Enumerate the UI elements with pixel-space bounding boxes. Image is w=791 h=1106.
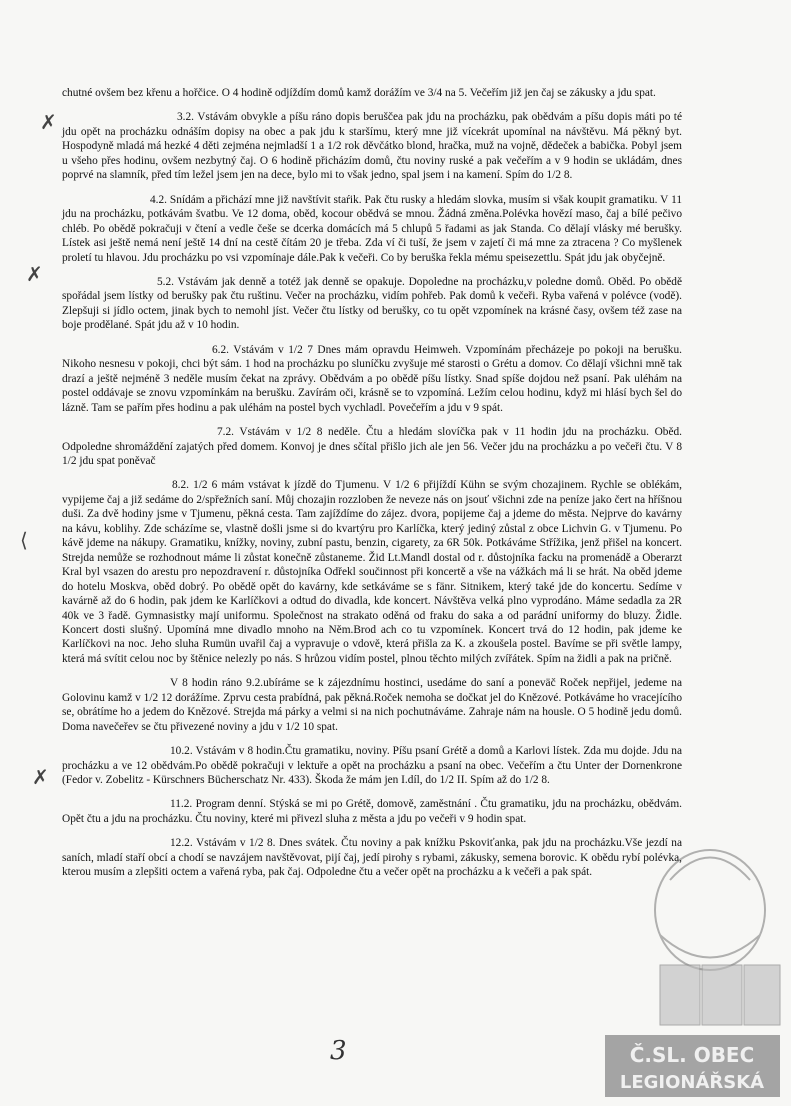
paragraph: 4.2. Snídám a přichází mne již navštívit staŕik. Pak čtu rusky a hledám slovka, musím si však koupit gramatiku. V 11 jdu na procházku, potkávám švatbu. Ve 12 doma, oběd, kocour obědvá se mnou. Žádná změna.Polévka hovězí maso, čaj a bílé pečivo chléb. Po obědě pokračuji v čtení a vedle češe se dcerka domácích má 5 chlupů 5 řadami as jak Standa. Co dělají vlásky mé berušky. Lístek asi ještě nemá není ještě 14 dní na cestě čítám 20 je třeba. Zda ví či tuší, že jsem v zajetí či má mne za ztracena ? Co myšlenek proletí tu hlavou. Jdu procházku po vsi vzpomínaje dále.Pak k večeři. Co by beruška řekla mému speisezettlu. Spát jdu jak obyčejně.	[62, 193, 682, 264]
paragraph: 12.2. Vstávám v 1/2 8. Dnes svátek. Čtu noviny a pak knížku Pskoviťanka, pak jdu na procházku.Vše jezdí na saních, mladí staří obcí a chodí se navzájem navštěvovat, pijí čaj, jedí pirohy s rybami, zákusky, semena borovic. K obědu rybí polévka, kterou musím a zlepšiti octem a vařená ryba, pak čaj. Odpoledne čtu a večer opět na procházku a k večeři a pak spát.	[62, 837, 682, 879]
margin-bracket-mark: ⟨	[20, 528, 28, 552]
paragraph: 3.2. Vstávám obvykle a píšu ráno dopis beruščea pak jdu na procházku, pak obědvám a píšu dopis máti po té jdu opět na procházku odnáším dopisy na obec a pak jdu k staršímu, který mne již vícekrát upomínal na návštěvu. Má pěkný byt. Hospodyně mladá má hezké 4 děti zejména nejmladší 1 a 1/2 rok děvčátko blond, hračka, muž na vojně, dědeček a babička. Pobyl jsem u všeho přes hodinu, ovšem nezbytný čaj. O 6 hodině přicházím domů, čtu noviny ruské a pak večeřím a v 9 hodin se ukládám, dnes poprvé na slamník, před tím ležel jsem jen na dece, bylo mi to však jedno, spal jsem i na kamení. Spím do 1/2 8.	[62, 111, 682, 182]
paragraph: 11.2. Program denní. Stýská se mi po Grétě, domově, zaměstnání . Čtu gramatiku, jdu na procházku, obědvám. Opět čtu a jdu na procházku. Čtu noviny, které mi přivezl sluha z města a jdu po večeři v 9 hodin spat.	[62, 798, 682, 825]
paragraph: 10.2. Vstávám v 8 hodin.Čtu gramatiku, noviny. Píšu psaní Grétě a domů a Karlovi lístek. Zda mu dojde. Jdu na procházku a ve 12 obědvám.Po obědě pokračuji v lektuře a opět na procházku a psaní na obec. Večeřím a čtu Unter der Dornenkrone (Fedor v. Zobelitz - Kürschners Bücherschatz Nr. 433). Škoda že mám jen I.díl, do 1/2 II. Spím až do 1/2 8.	[62, 745, 682, 787]
margin-x-mark: ✗	[32, 765, 49, 789]
legion-stamp	[600, 840, 785, 1100]
paragraph: 6.2. Vstávám v 1/2 7 Dnes mám opravdu Heimweh. Vzpomínám přecházeje po pokoji na berušku. Nikoho nesnesu v pokoji, chci být sám. 1 hod na procházku po sluníčku zvyšuje mé starosti o Grétu a domov. Co dělají všichni mně tak drazí a ještě nejméně 3 neděle musím čekat na zprávy. Obědvám a po obědě píšu lístky. Snad spíše dojdou než psaní. Pak uléhám na postel oddávaje se znovu vzpomínkám na berušku. Zavírám oči, krásně se to vzpomíná. Ležím celou hodinu, když mi hlásí bych šel do lázně. Tam se pařím přes hodinu a pak uléhám na postel bych vychladl. Povečeřím a jdu v 9 spát.	[62, 343, 682, 414]
paragraph: chutné ovšem bez křenu a hořčice. O 4 hodině odjíždím domů kamž dorážím ve 3/4 na 5. Večeřím již jen čaj se zákusky a jdu spat.	[62, 87, 656, 99]
document-body	[62, 86, 682, 890]
paragraph: 8.2. 1/2 6 mám vstávat k jízdě do Tjumenu. V 1/2 6 přijíždí Kühn se svým chozajinem. Rychle se oblékám, vypijeme čaj a již sedáme do 2/spřežních saní. Můj chozajin rozzloben že neveze nás on jsouť všichni zde na peníze jako čert na hříšnou duši. Za dvě hodiny jsme v Tjumenu, pěkná cesta. Tam zajíždíme do zájez. dvora, popijeme čaj a jdeme do města. Nejprve do kavárny na kávu, koblihy. Zde scházíme se, vlastně došli jsme si do kvartýru pro Karlíčka, který jediný zůstal z obce Lichvin G. v Tjumenu. Po kávě jdeme na nákupy. Gramatiku, knížky, noviny, zubní pastu, benzin, cigarety, za 6R 50k. Potkáváme Střížika, jenž přišel na koncert. Strejda nemůže se rozhodnout máme li zůstat konečně zůstaneme. Žid Lt.Mandl dostal od r. důstojníka facku na promenádě a Oberarzt Kral byl vsazen do arestu pro nepozdravení r. důstojníka Odřekl součinnost při koncertě a vše na vážkách má li se hrát. Na oběd jdeme do hotelu Moskva, oběd dobrý. Po obědě opět do kavárny, kde setkáváme se s fänr. Sitnikem, který také jde do koncertu. Sedíme v kavárně až do 6 hodin, pak jdem ke Karlíčkovi a odtud do divadla, kde koncert. Návštěva velká plno vyprodáno. Máme sedadla za 2R 40k ve 3 řadě. Gymnasistky mají uniformu. Společnost na strakato oděná od fraku do saka a od parádní uniformy do bluzy. Židle. Koncert dosti slušný. Upomíná mne divadlo mnoho na Něm.Brod ach co tu vzpomínek. Koncert trvá do 12 hodin, pak jdeme ke Karlíčkovi na noc. Jeho sluha Rumün uvařil čaj a vypravuje o vdově, která přišla za K. a zkoušela postel. Bavíme se při světle lampy, která má svítit celou noc by štěnice nelezly po nás. S hrůzou vidím postel, plnou těchto milých zvířátek. Spím na židli a pak na pričně.	[62, 479, 682, 665]
paragraph: V 8 hodin ráno 9.2.ubíráme se k zájezdnímu hostinci, usedáme do saní a poneväč Roček nepřijel, jedeme na Golovinu kamž v 1/2 12 dorážíme. Zprvu cesta prabídná, pak pěkná.Roček nemoha se dočkat jel do Knězové. Potkáváme ho vracejícího se, obrátíme ho a jedem do Knězové. Strejda má párky a velmi si na nich pochutnáváme. Zahraje nám na housle. O 5 hodině jedu domů. Doma navečeřev se čtu přivezené noviny a jdu v 1/2 10 spat.	[62, 677, 682, 733]
margin-x-mark: ✗	[40, 110, 57, 134]
paragraph: 7.2. Vstávám v 1/2 8 neděle. Čtu a hledám slovíčka pak v 11 hodin jdu na procházku. Oběd. Odpoledne shromáždění zajatých před domem. Konvoj je dnes sčítal přišlo jich ale jen 56. Večer jdu na procházku a po večeři čtu. V 8 1/2 jdu spat poněvač	[62, 426, 682, 467]
stamp-line-2: LEGIONÁŘSKÁ	[619, 1072, 765, 1093]
page-number: 3	[330, 1036, 347, 1066]
margin-x-mark: ✗	[26, 262, 43, 286]
paragraph: 5.2. Vstávám jak denně a totéž jak denně se opakuje. Dopoledne na procházku,v poledne domů. Oběd. Po obědě spořádal jsem lístky od berušky pak čtu ruštinu. Večer na procházku, vidím pohřeb. Pak domů k večeři. Ryba vařená v polévce (vodě). Zlepšuji si jídlo octem, jinak bych to nemohl jíst. Večer čtu lístky od berušky, co tu opět vzpomínek na krásné časy, ovšem též zase na boje prodělané. Spát jdu až v 10 hodin.	[62, 275, 682, 332]
stamp-line-1: Č.SL. OBEC	[629, 1043, 755, 1067]
